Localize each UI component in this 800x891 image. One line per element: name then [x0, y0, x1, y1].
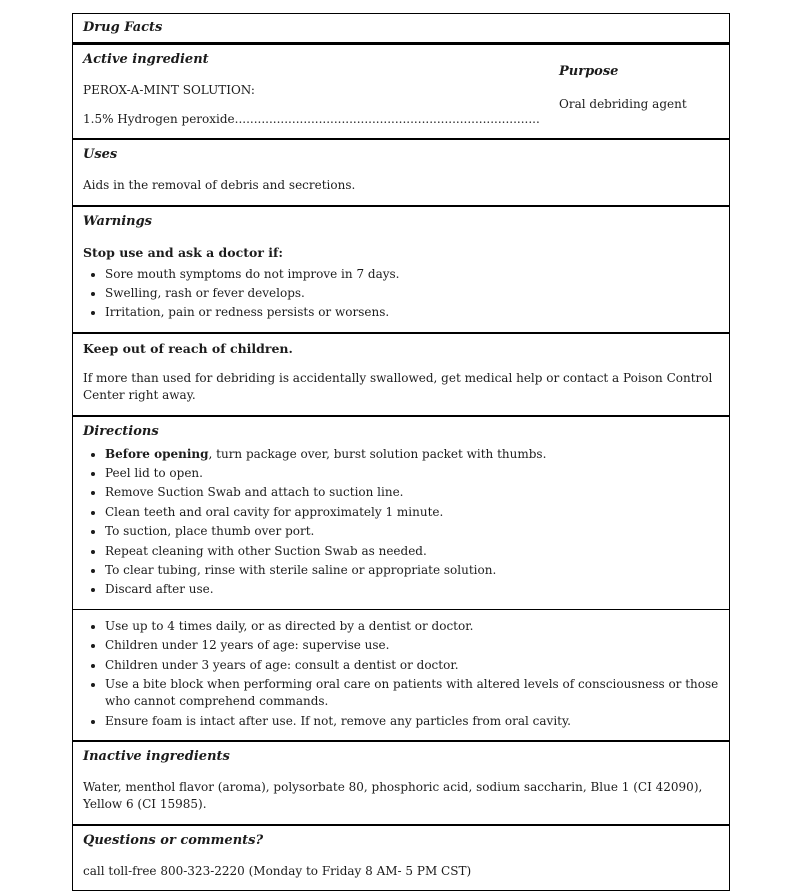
- directions-list-2: [83, 618, 719, 730]
- inactive-ingredients-heading: Inactive ingredients: [83, 749, 230, 765]
- direction-item-text: , turn package over, burst solution packet with thumbs.: [208, 446, 547, 461]
- uses-heading: Uses: [83, 147, 118, 163]
- active-ingredient-section: [73, 42, 729, 139]
- direction-item: [105, 446, 719, 463]
- questions-heading: Questions or comments?: [83, 832, 264, 848]
- active-ingredient-heading: Active ingredient: [83, 51, 209, 67]
- direction-item: • Peel lid to open.: [105, 465, 719, 482]
- active-ingredient-columns: [83, 51, 719, 129]
- warning-item: • Swelling, rash or fever develops.: [105, 285, 719, 302]
- direction-item: • Use a bite block when performing oral care on patients with altered levels of consciousness or those who cannot comprehend commands.: [105, 676, 719, 711]
- uses-section: [73, 138, 729, 204]
- direction-item: • Discard after use.: [105, 581, 719, 598]
- keep-out-text: If more than used for debriding is accidentally swallowed, get medical help or contact a Poison Control Center right away.: [83, 370, 713, 403]
- keep-out-heading: Keep out of reach of children.: [83, 340, 293, 356]
- warning-item: • Sore mouth symptoms do not improve in 7 days.: [105, 266, 719, 283]
- keep-out-section: [73, 332, 729, 415]
- directions-divider: [73, 609, 729, 610]
- directions-heading: Directions: [83, 423, 159, 439]
- ingredient-name: PEROX-A-MINT SOLUTION:: [83, 82, 255, 97]
- stop-use-heading: Stop use and ask a doctor if:: [83, 244, 284, 260]
- direction-item-bold: Before opening: [105, 446, 209, 461]
- drug-facts-title: Drug Facts: [83, 20, 163, 35]
- direction-item: • Use up to 4 times daily, or as directed by a dentist or doctor.: [105, 618, 719, 635]
- purpose-heading: Purpose: [559, 63, 619, 79]
- questions-section: [73, 824, 729, 890]
- warnings-list: [83, 266, 719, 322]
- ingredient-strength-line: [83, 111, 559, 128]
- questions-text: call toll-free 800-323-2220 (Monday to Friday 8 AM- 5 PM CST): [83, 863, 472, 878]
- warnings-heading: Warnings: [83, 213, 152, 229]
- uses-text: Aids in the removal of debris and secretions.: [83, 178, 356, 193]
- drug-facts-title-section: [73, 14, 729, 42]
- purpose-column: [559, 51, 719, 129]
- direction-item: • Clean teeth and oral cavity for approximately 1 minute.: [105, 504, 719, 521]
- direction-item: • Children under 12 years of age: supervise use.: [105, 637, 719, 654]
- active-ingredient-column: [83, 51, 559, 129]
- leader-dots: ................................................................................: [234, 112, 540, 127]
- inactive-ingredients-text: Water, menthol flavor (aroma), polysorbate 80, phosphoric acid, sodium saccharin, Blue 1 (CI 42090), Yellow 6 (CI 15985).: [83, 779, 703, 812]
- warning-item: • Irritation, pain or redness persists or worsens.: [105, 304, 719, 321]
- ingredient-strength: 1.5% Hydrogen peroxide: [83, 112, 235, 127]
- purpose-value: Oral debriding agent: [559, 96, 687, 111]
- warnings-section: [73, 205, 729, 332]
- drug-facts-label: [72, 13, 730, 891]
- direction-item: • To clear tubing, rinse with sterile saline or appropriate solution.: [105, 562, 719, 579]
- direction-item: • Remove Suction Swab and attach to suction line.: [105, 484, 719, 501]
- directions-section: [73, 415, 729, 740]
- directions-list-1: [83, 446, 719, 599]
- direction-item: • Ensure foam is intact after use. If not, remove any particles from oral cavity.: [105, 713, 719, 730]
- inactive-ingredients-section: [73, 740, 729, 824]
- direction-item: • Repeat cleaning with other Suction Swab as needed.: [105, 543, 719, 560]
- direction-item: • Children under 3 years of age: consult a dentist or doctor.: [105, 657, 719, 674]
- direction-item: • To suction, place thumb over port.: [105, 523, 719, 540]
